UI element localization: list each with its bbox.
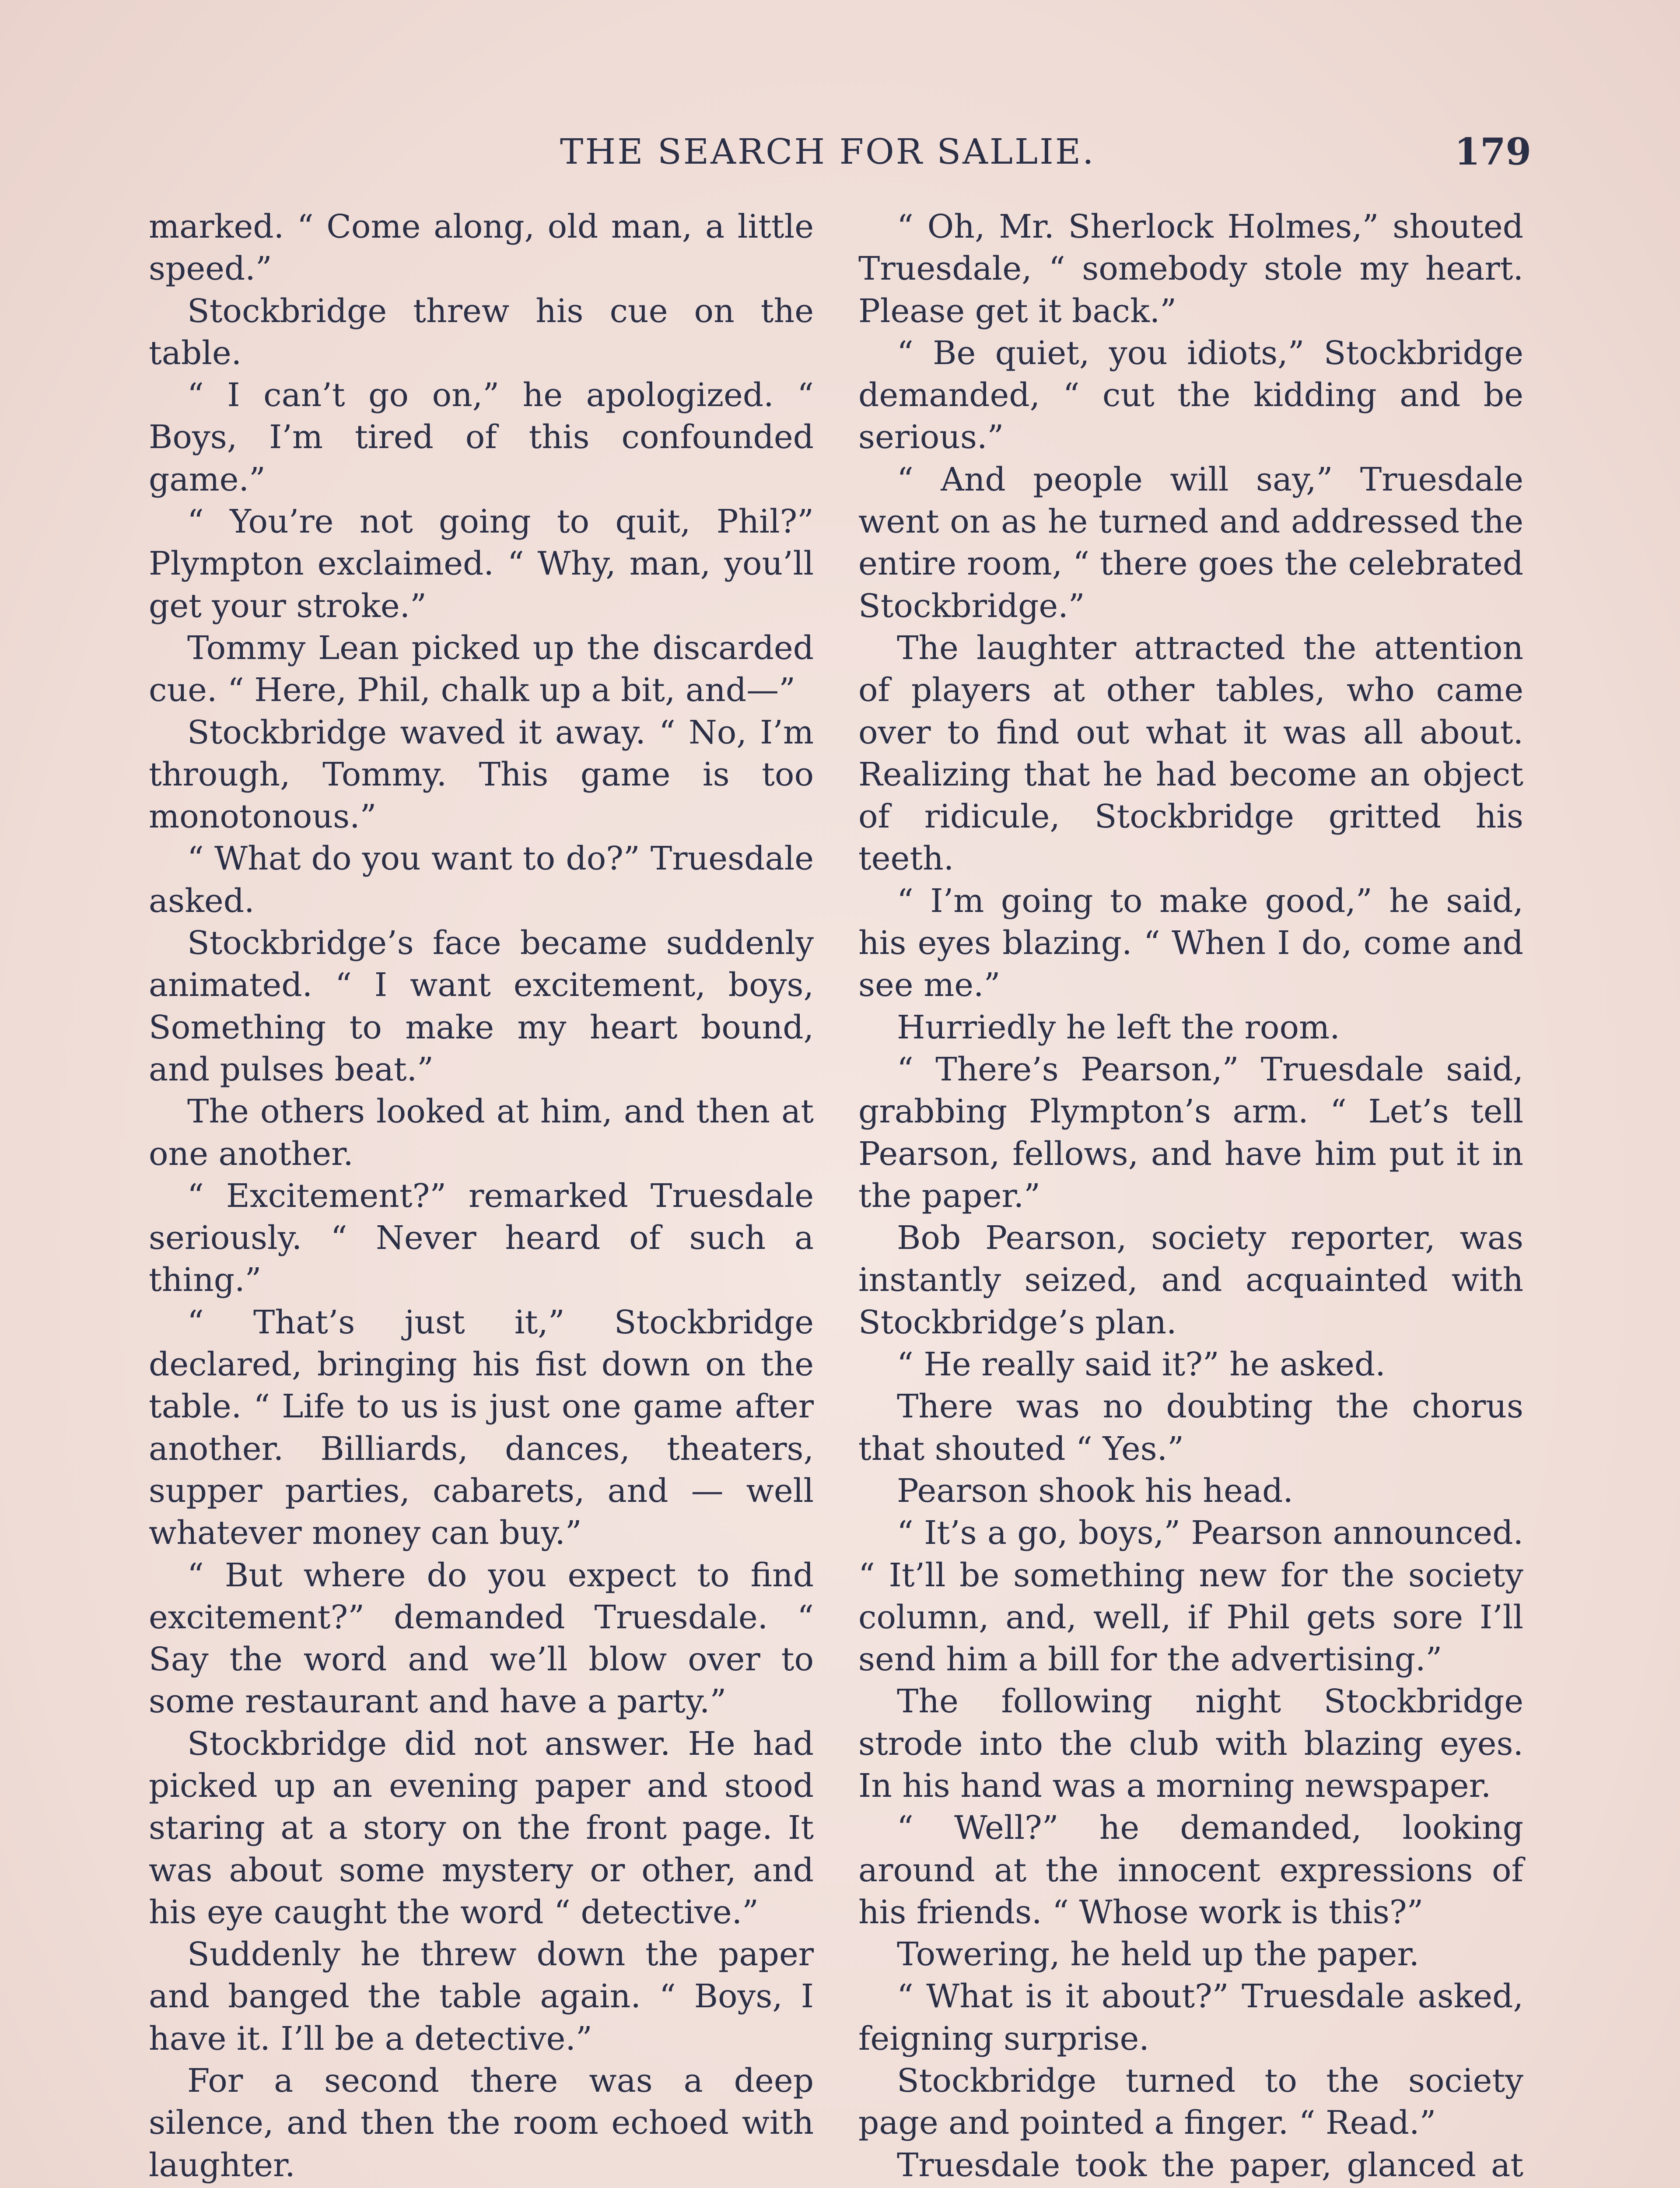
paragraph: “ And people will say,” Truesdale went on as he turned and addressed the entire room, “ there goes the celebrated Stockbridge.” [858, 460, 1523, 625]
paragraph: Suddenly he threw down the paper and banged the table again. “ Boys, I have it. I’ll be a detective.” [149, 1936, 814, 2058]
paragraph: Stockbridge turned to the society page and pointed a finger. “ Read.” [858, 2062, 1523, 2142]
paragraph: “ Oh, Mr. Sherlock Holmes,” shouted Truesdale, “ somebody stole my heart. Please get it back.” [858, 208, 1523, 330]
paragraph: “ That’s just it,” Stockbridge declared, bringing his fist down on the table. “ Life to us is just one game after another. Billiards, dances, theaters, supper parties, cabarets, and — well whatever money can buy.” [149, 1303, 814, 1552]
paragraph: For a second there was a deep silence, and then the room echoed with laughter. [149, 2062, 814, 2184]
paragraph: “ You’re not going to quit, Phil?” Plympton exclaimed. “ Why, man, you’ll get your stroke.” [149, 503, 814, 625]
paragraph: “ What is it about?” Truesdale asked, feigning surprise. [858, 1978, 1523, 2058]
paragraph: There was no doubting the chorus that shouted “ Yes.” [858, 1388, 1523, 1468]
paragraph: “ What do you want to do?” Truesdale asked. [149, 840, 814, 920]
paragraph: Stockbridge did not answer. He had picked up an evening paper and stood staring at a story on the front page. It was about some mystery or other, and his eye caught the word “ detective.” [149, 1725, 814, 1931]
paragraph: The following night Stockbridge strode into the club with blazing eyes. In his hand was a morning newspaper. [858, 1683, 1523, 1805]
paragraph: “ I can’t go on,” he apologized. “ Boys, I’m tired of this confounded game.” [149, 376, 814, 498]
page-number: 179 [1454, 130, 1531, 173]
paragraph: “ Well?” he demanded, looking around at the innocent expressions of his friends. “ Whose work is this?” [858, 1809, 1523, 1931]
paragraph: Towering, he held up the paper. [897, 1936, 1420, 1974]
page-header [149, 128, 1531, 176]
paragraph: “ Be quiet, you idiots,” Stockbridge demanded, “ cut the kidding and be serious.” [858, 334, 1523, 456]
paragraph: Stockbridge’s face became suddenly animated. “ I want excitement, boys, Something to make my heart bound, and pulses beat.” [149, 924, 814, 1088]
paragraph: marked. “ Come along, old man, a little speed.” [149, 208, 814, 288]
paragraph: “ But where do you expect to find excitement?” demanded Truesdale. “ Say the word and we’ll blow over to some restaurant and have a party.” [149, 1556, 814, 1721]
paragraph: “ He really said it?” he asked. [897, 1346, 1386, 1384]
paragraph: “ There’s Pearson,” Truesdale said, grabbing Plympton’s arm. “ Let’s tell Pearson, fellows, and have him put it in the paper.” [858, 1050, 1523, 1215]
paragraph: Truesdale took the paper, glanced at [897, 2146, 1523, 2184]
paragraph: Hurriedly he left the room. [897, 1008, 1340, 1046]
paragraph: “ I’m going to make good,” he said, his eyes blazing. “ When I do, come and see me.” [858, 882, 1523, 1004]
paragraph: The others looked at him, and then at one another. [149, 1093, 814, 1173]
left-column [149, 206, 814, 2188]
running-title: THE SEARCH FOR SALLIE. [560, 131, 1096, 172]
paragraph: The laughter attracted the attention of players at other tables, who came over to find out what it was all about. Realizing that he had become an object of ridicule, Stockbridge gritted his teeth. [858, 629, 1523, 878]
right-column [858, 206, 1523, 2188]
paragraph: Pearson shook his head. [897, 1472, 1293, 1510]
paragraph [149, 2186, 814, 2188]
paragraph: “ It’s a go, boys,” Pearson announced. “ It’ll be something new for the society column, and, well, if Phil gets sore I’ll send him a bill for the advertising.” [858, 1514, 1523, 1679]
paragraph: Stockbridge waved it away. “ No, I’m through, Tommy. This game is too monotonous.” [149, 713, 814, 836]
paragraph: Bob Pearson, society reporter, was instantly seized, and acquainted with Stockbridge’s plan. [858, 1219, 1523, 1341]
paragraph: “ Excitement?” remarked Truesdale seriously. “ Never heard of such a thing.” [149, 1177, 814, 1299]
paragraph: Stockbridge threw his cue on the table. [149, 292, 814, 372]
paragraph: Tommy Lean picked up the discarded cue. “ Here, Phil, chalk up a bit, and—” [149, 629, 814, 709]
